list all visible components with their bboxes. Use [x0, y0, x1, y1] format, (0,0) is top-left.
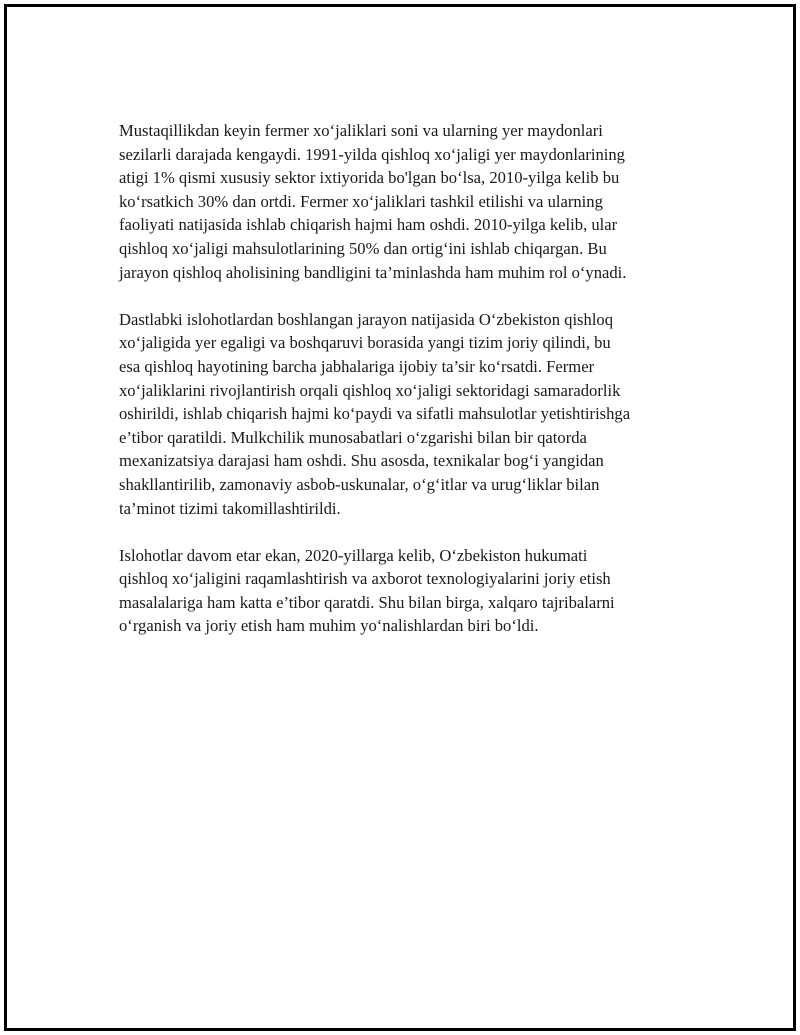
text-line: ko‘rsatkich 30% dan ortdi. Fermer xo‘jaliklari tashkil etilishi va ularning — [119, 191, 603, 211]
text-line: Dastlabki islohotlardan boshlangan jarayon natijasida O‘zbekiston qishloq — [119, 309, 614, 329]
text-line: esa qishloq hayotining barcha jabhalariga ijobiy ta’sir ko‘rsatdi. Fermer — [119, 356, 595, 376]
text-line: qishloq xo‘jaligini raqamlashtirish va axborot texnologiyalarini joriy etish — [119, 569, 611, 589]
text-line: jarayon qishloq aholisining bandligini ta’minlashda ham muhim rol o‘ynadi. — [119, 262, 627, 282]
text-line: Mustaqillikdan keyin fermer xo‘jaliklari soni va ularning yer maydonlari — [119, 121, 603, 140]
text-line: sezilarli darajada kengaydi. 1991-yilda qishloq xo‘jaligi yer maydonlarining — [119, 144, 625, 164]
document-body — [119, 119, 689, 662]
paragraph-1 — [119, 119, 689, 284]
paragraph-3 — [119, 544, 689, 638]
text-line: atigi 1% qismi xususiy sektor ixtiyorida bo'lgan bo‘lsa, 2010-yilga kelib bu — [119, 168, 620, 188]
paragraph-2 — [119, 308, 689, 520]
text-line: ta’minot tizimi takomillashtirildi. — [119, 498, 341, 518]
text-line: oshirildi, ishlab chiqarish hajmi ko‘paydi va sifatli mahsulotlar yetishtirishga — [119, 404, 631, 424]
text-line: mexanizatsiya darajasi ham oshdi. Shu asosda, texnikalar bog‘i yangidan — [119, 451, 604, 471]
document-page — [4, 4, 796, 1031]
text-line: shakllantirilib, zamonaviy asbob-uskunalar, o‘g‘itlar va urug‘liklar bilan — [119, 474, 600, 494]
text-line: o‘rganish va joriy etish ham muhim yo‘nalishlardan biri bo‘ldi. — [119, 616, 539, 636]
text-line: e’tibor qaratildi. Mulkchilik munosabatlari o‘zgarishi bilan bir qatorda — [119, 427, 587, 447]
text-line: Islohotlar davom etar ekan, 2020-yillarga kelib, O‘zbekiston hukumati — [119, 545, 588, 565]
text-line: masalalariga ham katta e’tibor qaratdi. Shu bilan birga, xalqaro tajribalarni — [119, 592, 615, 612]
text-line: xo‘jaliklarini rivojlantirish orqali qishloq xo‘jaligi sektoridagi samaradorlik — [119, 380, 621, 400]
text-line: xo‘jaligida yer egaligi va boshqaruvi borasida yangi tizim joriy qilindi, bu — [119, 333, 611, 353]
text-line: faoliyati natijasida ishlab chiqarish hajmi ham oshdi. 2010-yilga kelib, ular — [119, 215, 618, 235]
text-line: qishloq xo‘jaligi mahsulotlarining 50% dan ortig‘ini ishlab chiqargan. Bu — [119, 238, 607, 258]
